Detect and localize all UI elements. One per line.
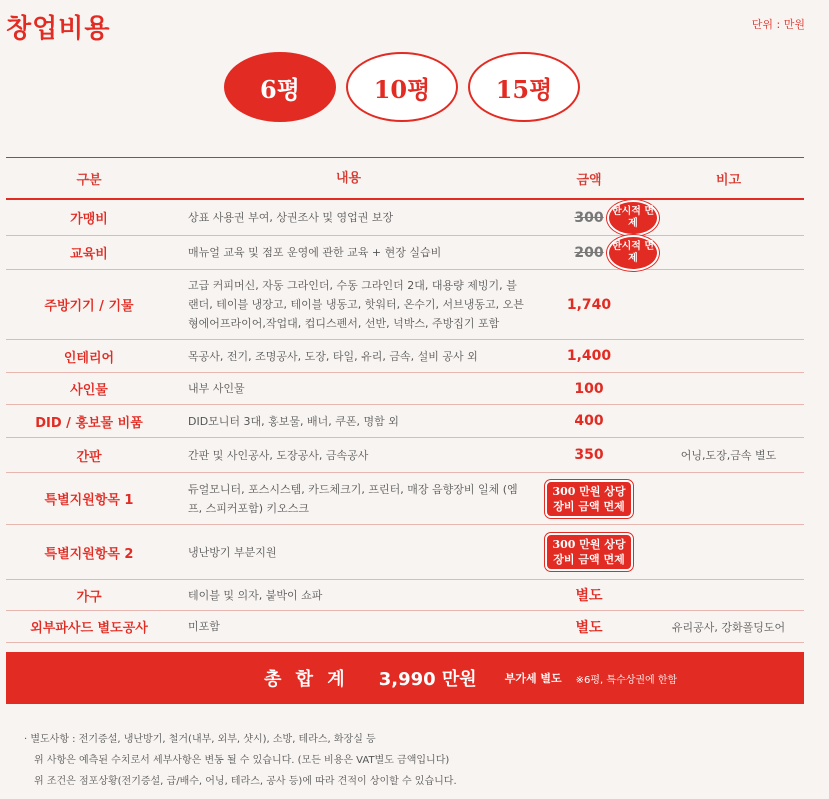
row-amount-cell <box>525 533 653 571</box>
header-category: 구분 <box>76 172 102 188</box>
row-content: DID모니터 3대, 홍보물, 배너, 쿠폰, 명함 외 <box>188 414 399 428</box>
footnote: 위 조건은 점포상황(전기증설, 급/배수, 어닝, 테라스, 공사 등)에 따라 견적이 상이할 수 있습니다. <box>34 776 457 787</box>
table-row <box>6 525 804 580</box>
tab-10-pyeong[interactable]: 10평 <box>346 52 458 122</box>
total-value: 3,990 만원 <box>378 669 477 690</box>
table-row <box>6 611 804 643</box>
row-category: 사인물 <box>70 383 108 398</box>
row-category: 주방기기 / 기물 <box>44 299 134 314</box>
row-content: 내부 사인물 <box>188 382 245 395</box>
table-row <box>6 200 804 236</box>
row-amount-strikethrough: 200 <box>574 244 604 261</box>
header-amount: 금액 <box>576 172 602 188</box>
equipment-exemption-badge <box>545 480 633 518</box>
row-content: 듀얼모니터, 포스시스템, 카드체크기, 프린터, 매장 음향장비 일체 (엠프, 스피커포함) 키오스크 <box>188 482 518 515</box>
row-category: 외부파사드 별도공사 <box>30 621 148 636</box>
exemption-stamp: 한시적 면제 <box>607 235 659 271</box>
badge-line-1: 300 만원 상당 <box>552 538 626 551</box>
row-amount: 별도 <box>575 588 603 604</box>
footnote: · 별도사항 : 전기증설, 냉난방기, 철거(내부, 외부, 샷시), 소방, 테라스, 화장실 등 <box>24 734 376 745</box>
row-amount-cell <box>525 480 653 518</box>
badge-line-2: 장비 금액 면제 <box>553 553 625 566</box>
row-amount-cell <box>525 205 655 229</box>
row-category: 특별지원항목 1 <box>44 493 134 508</box>
row-category: 인테리어 <box>63 350 115 366</box>
row-category: 간판 <box>76 449 102 465</box>
row-amount-strikethrough: 300 <box>574 209 604 226</box>
badge-line-1: 300 만원 상당 <box>552 484 626 498</box>
table-row <box>6 405 804 438</box>
row-amount: 350 <box>574 447 604 463</box>
table-row <box>6 473 804 525</box>
row-category: 가구 <box>76 589 102 605</box>
unit-label: 단위 : 만원 <box>751 18 805 31</box>
header-note: 비고 <box>715 172 742 188</box>
footnote: 위 사항은 예측된 수치로서 세부사항은 변동 될 수 있습니다. (모든 비용은 VAT별도 금액입니다) <box>34 755 450 766</box>
row-content: 매뉴얼 교육 및 점포 운영에 관한 교육 + 현장 실습비 <box>188 246 442 259</box>
tab-6-pyeong[interactable]: 6평 <box>224 52 336 122</box>
row-content: 미포함 <box>188 620 220 633</box>
vat-label: 부가세 별도 <box>504 672 562 685</box>
cost-table <box>6 157 804 643</box>
table-row <box>6 373 804 405</box>
vat-note: ※6평, 특수상권에 한함 <box>575 674 678 686</box>
footnotes <box>24 729 457 792</box>
equipment-exemption-badge <box>545 533 633 571</box>
row-amount: 100 <box>574 380 604 397</box>
header-content: 내용 <box>335 170 362 186</box>
row-content: 상표 사용권 부여, 상권조사 및 영업권 보장 <box>188 211 394 224</box>
row-amount: 1,740 <box>566 296 612 313</box>
row-content: 고급 커피머신, 자동 그라인더, 수동 그라인더 2대, 대용량 제빙기, 블랜더, 테이블 냉장고, 테이블 냉동고, 핫워터, 온수기, 서브냉동고, 오븐형에어프라이어,작업대, 컵디스펜서, 선반, 넉박스, 주방집기 포함 <box>188 279 524 330</box>
total-label: 총 합 계 <box>264 669 349 690</box>
row-amount: 1,400 <box>566 348 612 364</box>
row-amount: 400 <box>574 413 604 429</box>
row-content: 목공사, 전기, 조명공사, 도장, 타일, 유리, 금속, 설비 공사 외 <box>188 349 478 363</box>
table-row <box>6 340 804 373</box>
row-category: 교육비 <box>70 247 108 262</box>
page-title: 창업비용 <box>6 14 111 44</box>
row-amount-cell <box>525 240 655 264</box>
exemption-stamp: 한시적 면제 <box>607 200 659 236</box>
row-category: 가맹비 <box>70 212 108 227</box>
row-note: 어닝,도장,금속 별도 <box>680 449 777 462</box>
row-note: 유리공사, 강화폴딩도어 <box>671 620 786 634</box>
row-amount: 별도 <box>575 619 603 636</box>
table-row <box>6 236 804 270</box>
row-content: 냉난방기 부분지원 <box>188 545 277 559</box>
table-row <box>6 438 804 473</box>
table-header <box>6 158 804 200</box>
table-row <box>6 270 804 340</box>
table-row <box>6 580 804 611</box>
row-content: 테이블 및 의자, 붙박이 쇼파 <box>188 588 323 602</box>
row-content: 간판 및 사인공사, 도장공사, 금속공사 <box>188 448 369 462</box>
row-category: 특별지원항목 2 <box>44 546 134 562</box>
total-bar <box>6 652 804 704</box>
row-category: DID / 홍보물 비품 <box>35 415 143 431</box>
tab-15-pyeong[interactable]: 15평 <box>468 52 580 122</box>
badge-line-2: 장비 금액 면제 <box>553 499 625 513</box>
